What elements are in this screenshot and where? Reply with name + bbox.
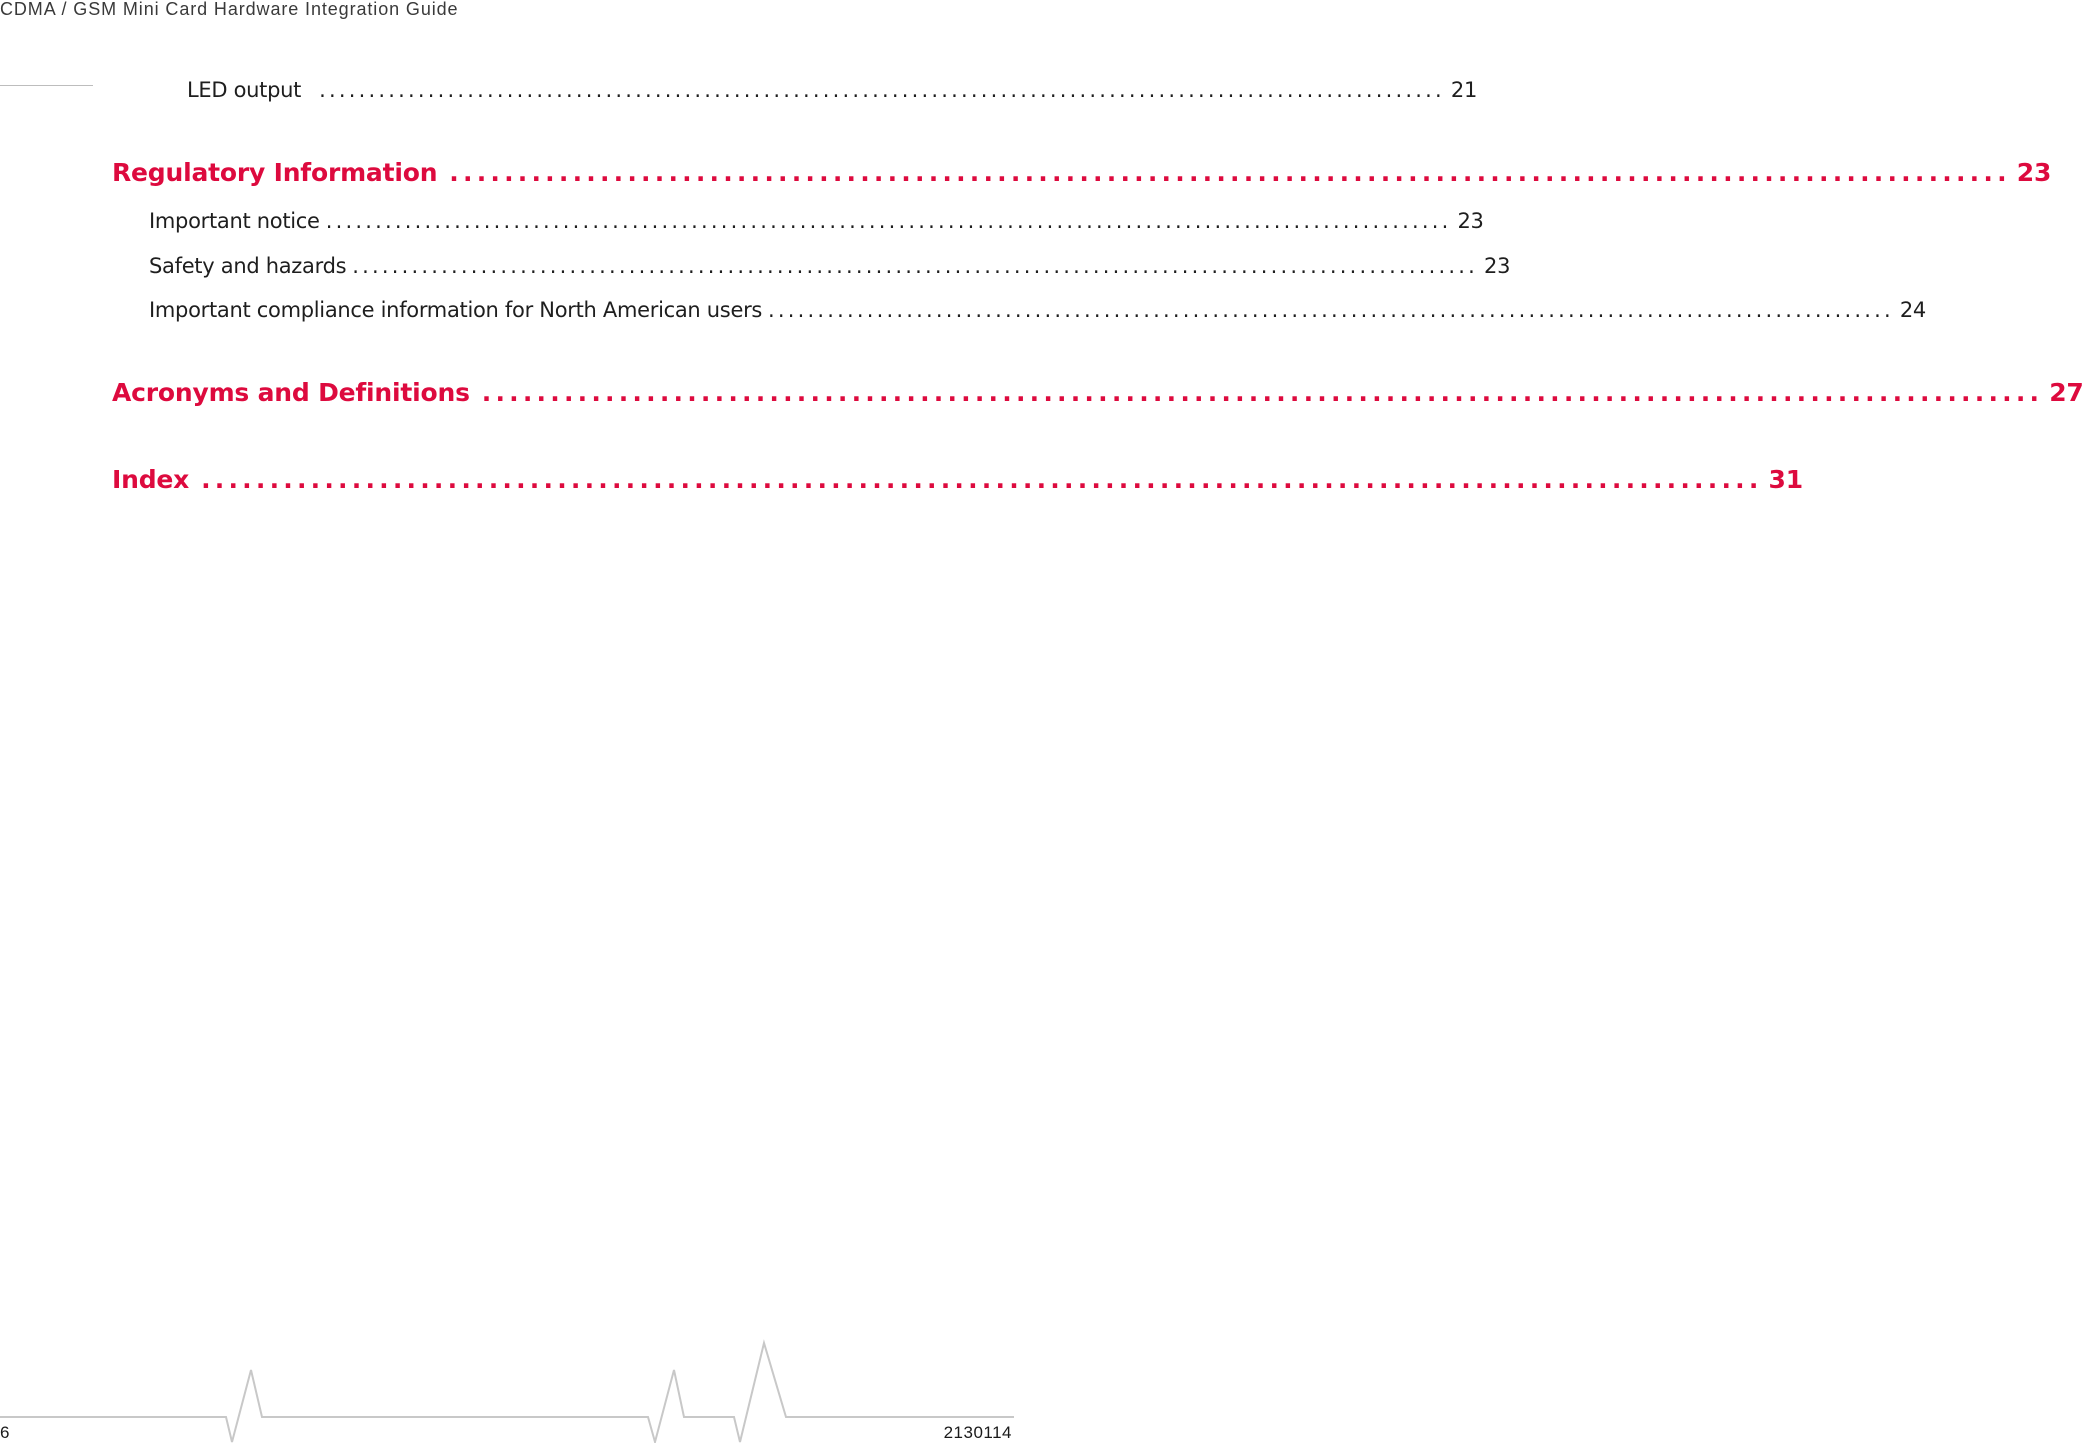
dot-leader: .................................................................................................................. bbox=[481, 378, 2044, 407]
running-header-title: CDMA / GSM Mini Card Hardware Integration Guide bbox=[0, 0, 459, 19]
toc-chapter-regulatory-information[interactable] bbox=[112, 158, 2052, 187]
toc-page-number: 27 bbox=[2049, 378, 2084, 407]
toc-chapter-index[interactable] bbox=[112, 465, 1803, 494]
footer-page-number: 6 bbox=[0, 1423, 10, 1442]
toc-page-number: 23 bbox=[2016, 158, 2052, 187]
footer-document-number: 2130114 bbox=[943, 1423, 1012, 1442]
dot-leader: .................................................................................................................. bbox=[325, 209, 1452, 233]
toc-entry-important-notice[interactable] bbox=[149, 209, 1484, 233]
dot-leader: .................................................................................................................. bbox=[449, 158, 2011, 187]
toc-entry-label: LED output bbox=[187, 78, 302, 102]
toc-entry-label: Important compliance information for North American users bbox=[149, 298, 763, 322]
toc-chapter-label: Regulatory Information bbox=[112, 158, 438, 187]
toc-entry-led-output[interactable] bbox=[187, 78, 1478, 102]
dot-leader: .................................................................................................................. bbox=[201, 465, 1763, 494]
toc-entry-compliance-north-america[interactable] bbox=[149, 298, 1926, 322]
heartbeat-stroke bbox=[0, 1343, 1014, 1442]
dot-leader: .................................................................................................................. bbox=[768, 298, 1894, 322]
toc-page-number: 23 bbox=[1484, 254, 1511, 278]
toc-page-number: 31 bbox=[1768, 465, 1803, 494]
toc-page-number: 21 bbox=[1450, 78, 1478, 102]
dot-leader: .................................................................................................................. bbox=[319, 78, 1445, 102]
toc-page-number: 24 bbox=[1899, 298, 1926, 322]
header-rule bbox=[0, 85, 93, 86]
toc-chapter-label: Acronyms and Definitions bbox=[112, 378, 470, 407]
toc-entry-label: Safety and hazards bbox=[149, 254, 347, 278]
toc-chapter-acronyms-and-definitions[interactable] bbox=[112, 378, 2084, 407]
toc-entry-safety-and-hazards[interactable] bbox=[149, 254, 1511, 278]
footer-heartbeat-line bbox=[0, 1335, 1014, 1425]
dot-leader: .................................................................................................................. bbox=[352, 254, 1479, 278]
toc-page-number: 23 bbox=[1457, 209, 1484, 233]
toc-entry-label: Important notice bbox=[149, 209, 320, 233]
toc-chapter-label: Index bbox=[112, 465, 190, 494]
